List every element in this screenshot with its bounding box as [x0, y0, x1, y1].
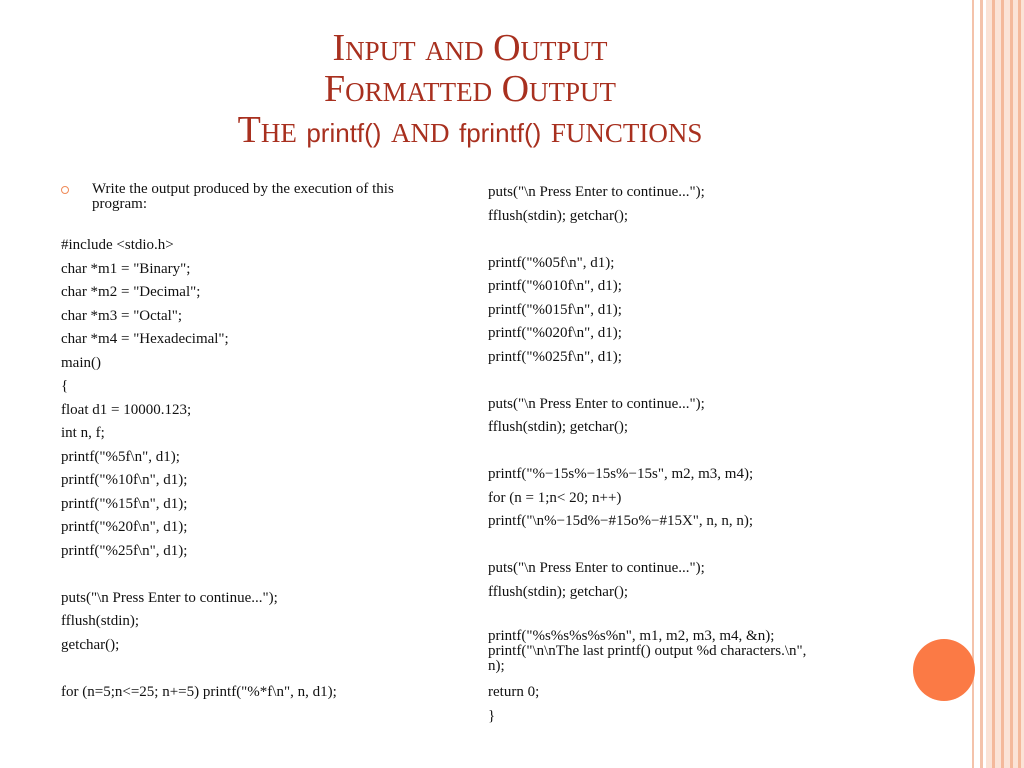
stripe — [1010, 0, 1013, 768]
code-line: #include <stdio.h> — [61, 237, 174, 253]
code-line: printf("%015f\n", d1); — [488, 301, 622, 318]
code-line: puts("\n Press Enter to continue..."); — [488, 395, 705, 412]
code-line: float d1 = 10000.123; — [61, 401, 192, 418]
code-line: } — [488, 707, 496, 724]
code-line: printf("%−15s%−15s%−15s", m2, m3, m4); — [488, 466, 754, 482]
code-line: fflush(stdin); — [61, 613, 140, 629]
code-line: printf("%05f\n", d1); — [488, 254, 615, 271]
title-and: and — [381, 109, 459, 151]
stripe — [980, 0, 983, 768]
title-line-1: Input and Output — [332, 27, 608, 69]
blank-line — [61, 564, 461, 588]
code-line-wrapped: printf("\n\nThe last printf() output %d characters.\n", n); — [488, 642, 807, 674]
bullet-item — [61, 182, 461, 212]
bullet-text: Write the output produced by the execution of this program: — [92, 181, 394, 212]
title-suffix: functions — [541, 109, 703, 151]
code-line: return 0; — [488, 684, 540, 700]
stripe — [1018, 0, 1021, 768]
code-line: int n, f; — [61, 425, 105, 441]
code-line: fflush(stdin); getchar(); — [488, 583, 629, 600]
title-func-printf: printf() — [306, 118, 382, 148]
code-line: printf("%s%s%s%s%n", m1, m2, m3, m4, &n); — [488, 627, 775, 644]
title-prefix: The — [237, 109, 307, 151]
title-line-2: Formatted Output — [323, 68, 617, 110]
code-line: printf("%5f\n", d1); — [61, 448, 180, 465]
title-func-fprintf: fprintf() — [458, 118, 542, 148]
blank-line — [488, 605, 848, 629]
stripe — [992, 0, 995, 768]
stripe — [1001, 0, 1004, 768]
code-line: printf("%25f\n", d1); — [61, 542, 188, 559]
bullet-icon — [61, 186, 69, 194]
code-line: char *m4 = "Hexadecimal"; — [61, 331, 229, 347]
code-line: puts("\n Press Enter to continue..."); — [488, 560, 705, 576]
code-line: main() — [61, 354, 101, 371]
decorative-circle — [913, 639, 975, 701]
code-line: printf("%10f\n", d1); — [61, 472, 188, 488]
code-line: { — [61, 378, 69, 394]
code-line: printf("%15f\n", d1); — [61, 495, 188, 512]
blank-line — [61, 658, 461, 682]
code-line: printf("%20f\n", d1); — [61, 519, 188, 535]
code-line: printf("%010f\n", d1); — [488, 278, 622, 294]
code-line: printf("\n%−15d%−#15o%−#15X", n, n, n); — [488, 513, 754, 529]
code-line: char *m1 = "Binary"; — [61, 260, 191, 277]
blank-line — [488, 535, 848, 559]
title-line-3 — [60, 110, 880, 154]
blank-line — [488, 441, 848, 465]
stripe — [972, 0, 974, 768]
code-line: fflush(stdin); getchar(); — [488, 419, 629, 435]
code-line: puts("\n Press Enter to continue..."); — [488, 184, 705, 200]
code-line: char *m3 = "Octal"; — [61, 307, 183, 324]
code-line: for (n=5;n<=25; n+=5) printf("%*f\n", n, d1); — [61, 683, 337, 700]
blank-line — [488, 370, 848, 394]
code-line: for (n = 1;n< 20; n++) — [488, 489, 622, 506]
left-column — [61, 182, 461, 705]
blank-line — [488, 229, 848, 253]
code-line: printf("%025f\n", d1); — [488, 348, 622, 365]
slide-title — [60, 28, 880, 154]
code-line: puts("\n Press Enter to continue..."); — [61, 589, 278, 606]
code-line: printf("%020f\n", d1); — [488, 325, 622, 341]
right-column — [488, 182, 848, 729]
code-line: char *m2 = "Decimal"; — [61, 284, 201, 300]
code-line: getchar(); — [61, 636, 120, 653]
decorative-stripes — [972, 0, 1024, 768]
code-line: fflush(stdin); getchar(); — [488, 207, 629, 224]
